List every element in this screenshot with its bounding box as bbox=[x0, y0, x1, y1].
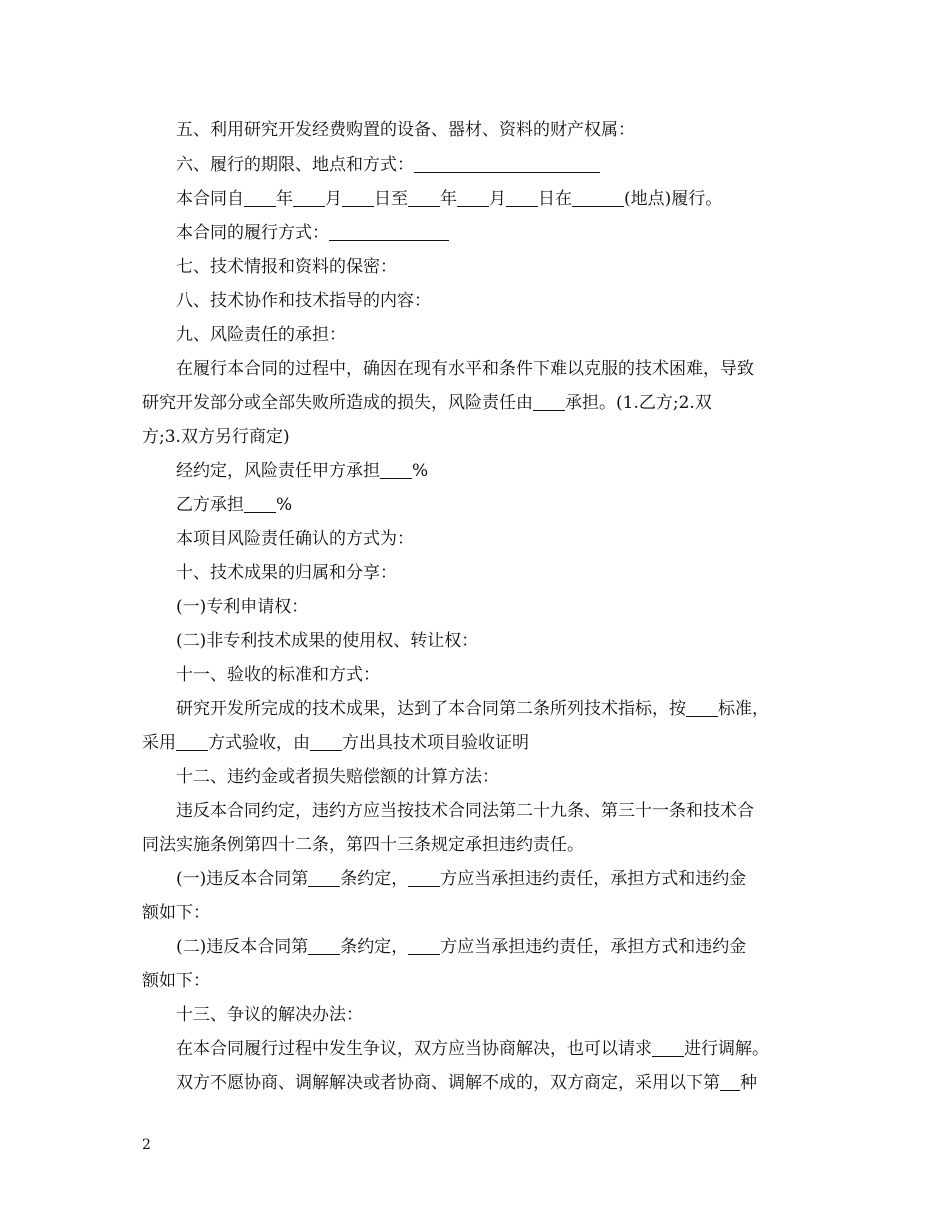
line-text: 进行调解。 bbox=[684, 1039, 769, 1059]
fill-blank[interactable] bbox=[408, 188, 440, 207]
performance-period-line bbox=[176, 187, 722, 211]
page-number: 2 bbox=[142, 1137, 151, 1153]
line-text: 承担。(1.乙方;2.双 bbox=[565, 393, 712, 413]
clause-11-title: 十一、验收的标准和方式： bbox=[176, 665, 380, 685]
performance-method-line bbox=[176, 221, 449, 245]
line-text: 月 bbox=[325, 189, 342, 209]
fill-blank[interactable] bbox=[308, 936, 340, 955]
clause-8-title: 八、技术协作和技术指导的内容： bbox=[176, 291, 431, 311]
fill-blank[interactable] bbox=[244, 494, 276, 513]
line-text: 方式验收，由 bbox=[208, 733, 310, 753]
risk-confirm-line: 本项目风险责任确认的方式为： bbox=[176, 529, 414, 549]
line-text: 六、履行的期限、地点和方式： bbox=[176, 155, 414, 175]
fill-blank[interactable] bbox=[506, 188, 538, 207]
dispute-paragraph bbox=[176, 1037, 769, 1061]
clause-6-title bbox=[176, 153, 600, 177]
line-text: (二)违反本合同第 bbox=[176, 937, 309, 957]
fill-blank[interactable] bbox=[720, 1072, 740, 1091]
line-text: 条约定， bbox=[340, 869, 409, 889]
line-text: 年 bbox=[440, 189, 457, 209]
line-text: 种 bbox=[740, 1073, 757, 1093]
line-text: 日至 bbox=[374, 189, 408, 209]
line-text: 方出具技术项目验收证明 bbox=[342, 733, 529, 753]
clause-7-title: 七、技术情报和资料的保密： bbox=[176, 257, 397, 277]
line-text: % bbox=[276, 495, 293, 515]
fill-blank[interactable] bbox=[176, 732, 208, 751]
fill-blank[interactable] bbox=[293, 188, 325, 207]
non-patent-right-line: (二)非专利技术成果的使用权、转让权： bbox=[176, 631, 479, 651]
fill-blank[interactable] bbox=[572, 188, 624, 207]
clause-12-title: 十二、违约金或者损失赔偿额的计算方法： bbox=[176, 767, 499, 787]
risk-paragraph: 在履行本合同的过程中，确因在现有水平和条件下难以克服的技术困难，导致 bbox=[176, 359, 754, 379]
fill-blank[interactable] bbox=[310, 732, 342, 751]
fill-blank[interactable] bbox=[686, 698, 718, 717]
party-a-risk-line bbox=[176, 459, 428, 483]
patent-right-line: (一)专利申请权： bbox=[176, 597, 309, 617]
fill-blank[interactable] bbox=[652, 1038, 684, 1057]
fill-blank[interactable] bbox=[329, 222, 449, 241]
clause-5-title: 五、利用研究开发经费购置的设备、器材、资料的财产权属： bbox=[176, 120, 635, 140]
line-text: 乙方承担 bbox=[176, 495, 244, 515]
line-text: 在本合同履行过程中发生争议，双方应当协商解决，也可以请求 bbox=[176, 1039, 652, 1059]
breach-item-1 bbox=[176, 867, 746, 891]
dispute-paragraph-2 bbox=[176, 1071, 757, 1095]
fill-blank[interactable] bbox=[408, 936, 440, 955]
line-text: 双方不愿协商、调解解决或者协商、调解不成的，双方商定，采用以下第 bbox=[176, 1073, 720, 1093]
line-text: (地点)履行。 bbox=[624, 189, 723, 209]
clause-13-title: 十三、争议的解决办法： bbox=[176, 1005, 363, 1025]
line-text: 方应当承担违约责任，承担方式和违约金 bbox=[440, 937, 747, 957]
line-text: % bbox=[412, 461, 429, 481]
line-text: 研究开发所完成的技术成果，达到了本合同第二条所列技术指标，按 bbox=[176, 699, 686, 719]
fill-blank[interactable] bbox=[342, 188, 374, 207]
fill-blank[interactable] bbox=[244, 188, 276, 207]
fill-blank[interactable] bbox=[533, 392, 565, 411]
acceptance-paragraph bbox=[176, 697, 769, 721]
fill-blank[interactable] bbox=[457, 188, 489, 207]
breach-item-1-cont: 额如下： bbox=[142, 903, 210, 923]
risk-paragraph-cont bbox=[142, 391, 712, 415]
party-b-risk-line bbox=[176, 493, 292, 517]
line-text: 标准， bbox=[718, 699, 769, 719]
clause-9-title: 九、风险责任的承担： bbox=[176, 325, 346, 345]
line-text: 条约定， bbox=[340, 937, 409, 957]
fill-blank[interactable] bbox=[414, 154, 600, 173]
risk-paragraph-end: 方;3.双方另行商定) bbox=[142, 427, 290, 447]
line-text: 研究开发部分或全部失败所造成的损失，风险责任由 bbox=[142, 393, 533, 413]
breach-paragraph-cont: 同法实施条例第四十二条，第四十三条规定承担违约责任。 bbox=[142, 835, 584, 855]
acceptance-paragraph-cont bbox=[142, 731, 529, 755]
line-text: 采用 bbox=[142, 733, 176, 753]
line-text: (一)违反本合同第 bbox=[176, 869, 309, 889]
line-text: 月 bbox=[489, 189, 506, 209]
line-text: 方应当承担违约责任，承担方式和违约金 bbox=[440, 869, 747, 889]
fill-blank[interactable] bbox=[380, 460, 412, 479]
line-text: 经约定，风险责任甲方承担 bbox=[176, 461, 380, 481]
breach-item-2-cont: 额如下： bbox=[142, 971, 210, 991]
fill-blank[interactable] bbox=[408, 868, 440, 887]
line-text: 本合同的履行方式： bbox=[176, 223, 329, 243]
breach-paragraph: 违反本合同约定，违约方应当按技术合同法第二十九条、第三十一条和技术合 bbox=[176, 801, 754, 821]
line-text: 年 bbox=[276, 189, 293, 209]
line-text: 本合同自 bbox=[176, 189, 244, 209]
clause-10-title: 十、技术成果的归属和分享： bbox=[176, 563, 397, 583]
fill-blank[interactable] bbox=[308, 868, 340, 887]
breach-item-2 bbox=[176, 935, 746, 959]
line-text: 日在 bbox=[538, 189, 572, 209]
